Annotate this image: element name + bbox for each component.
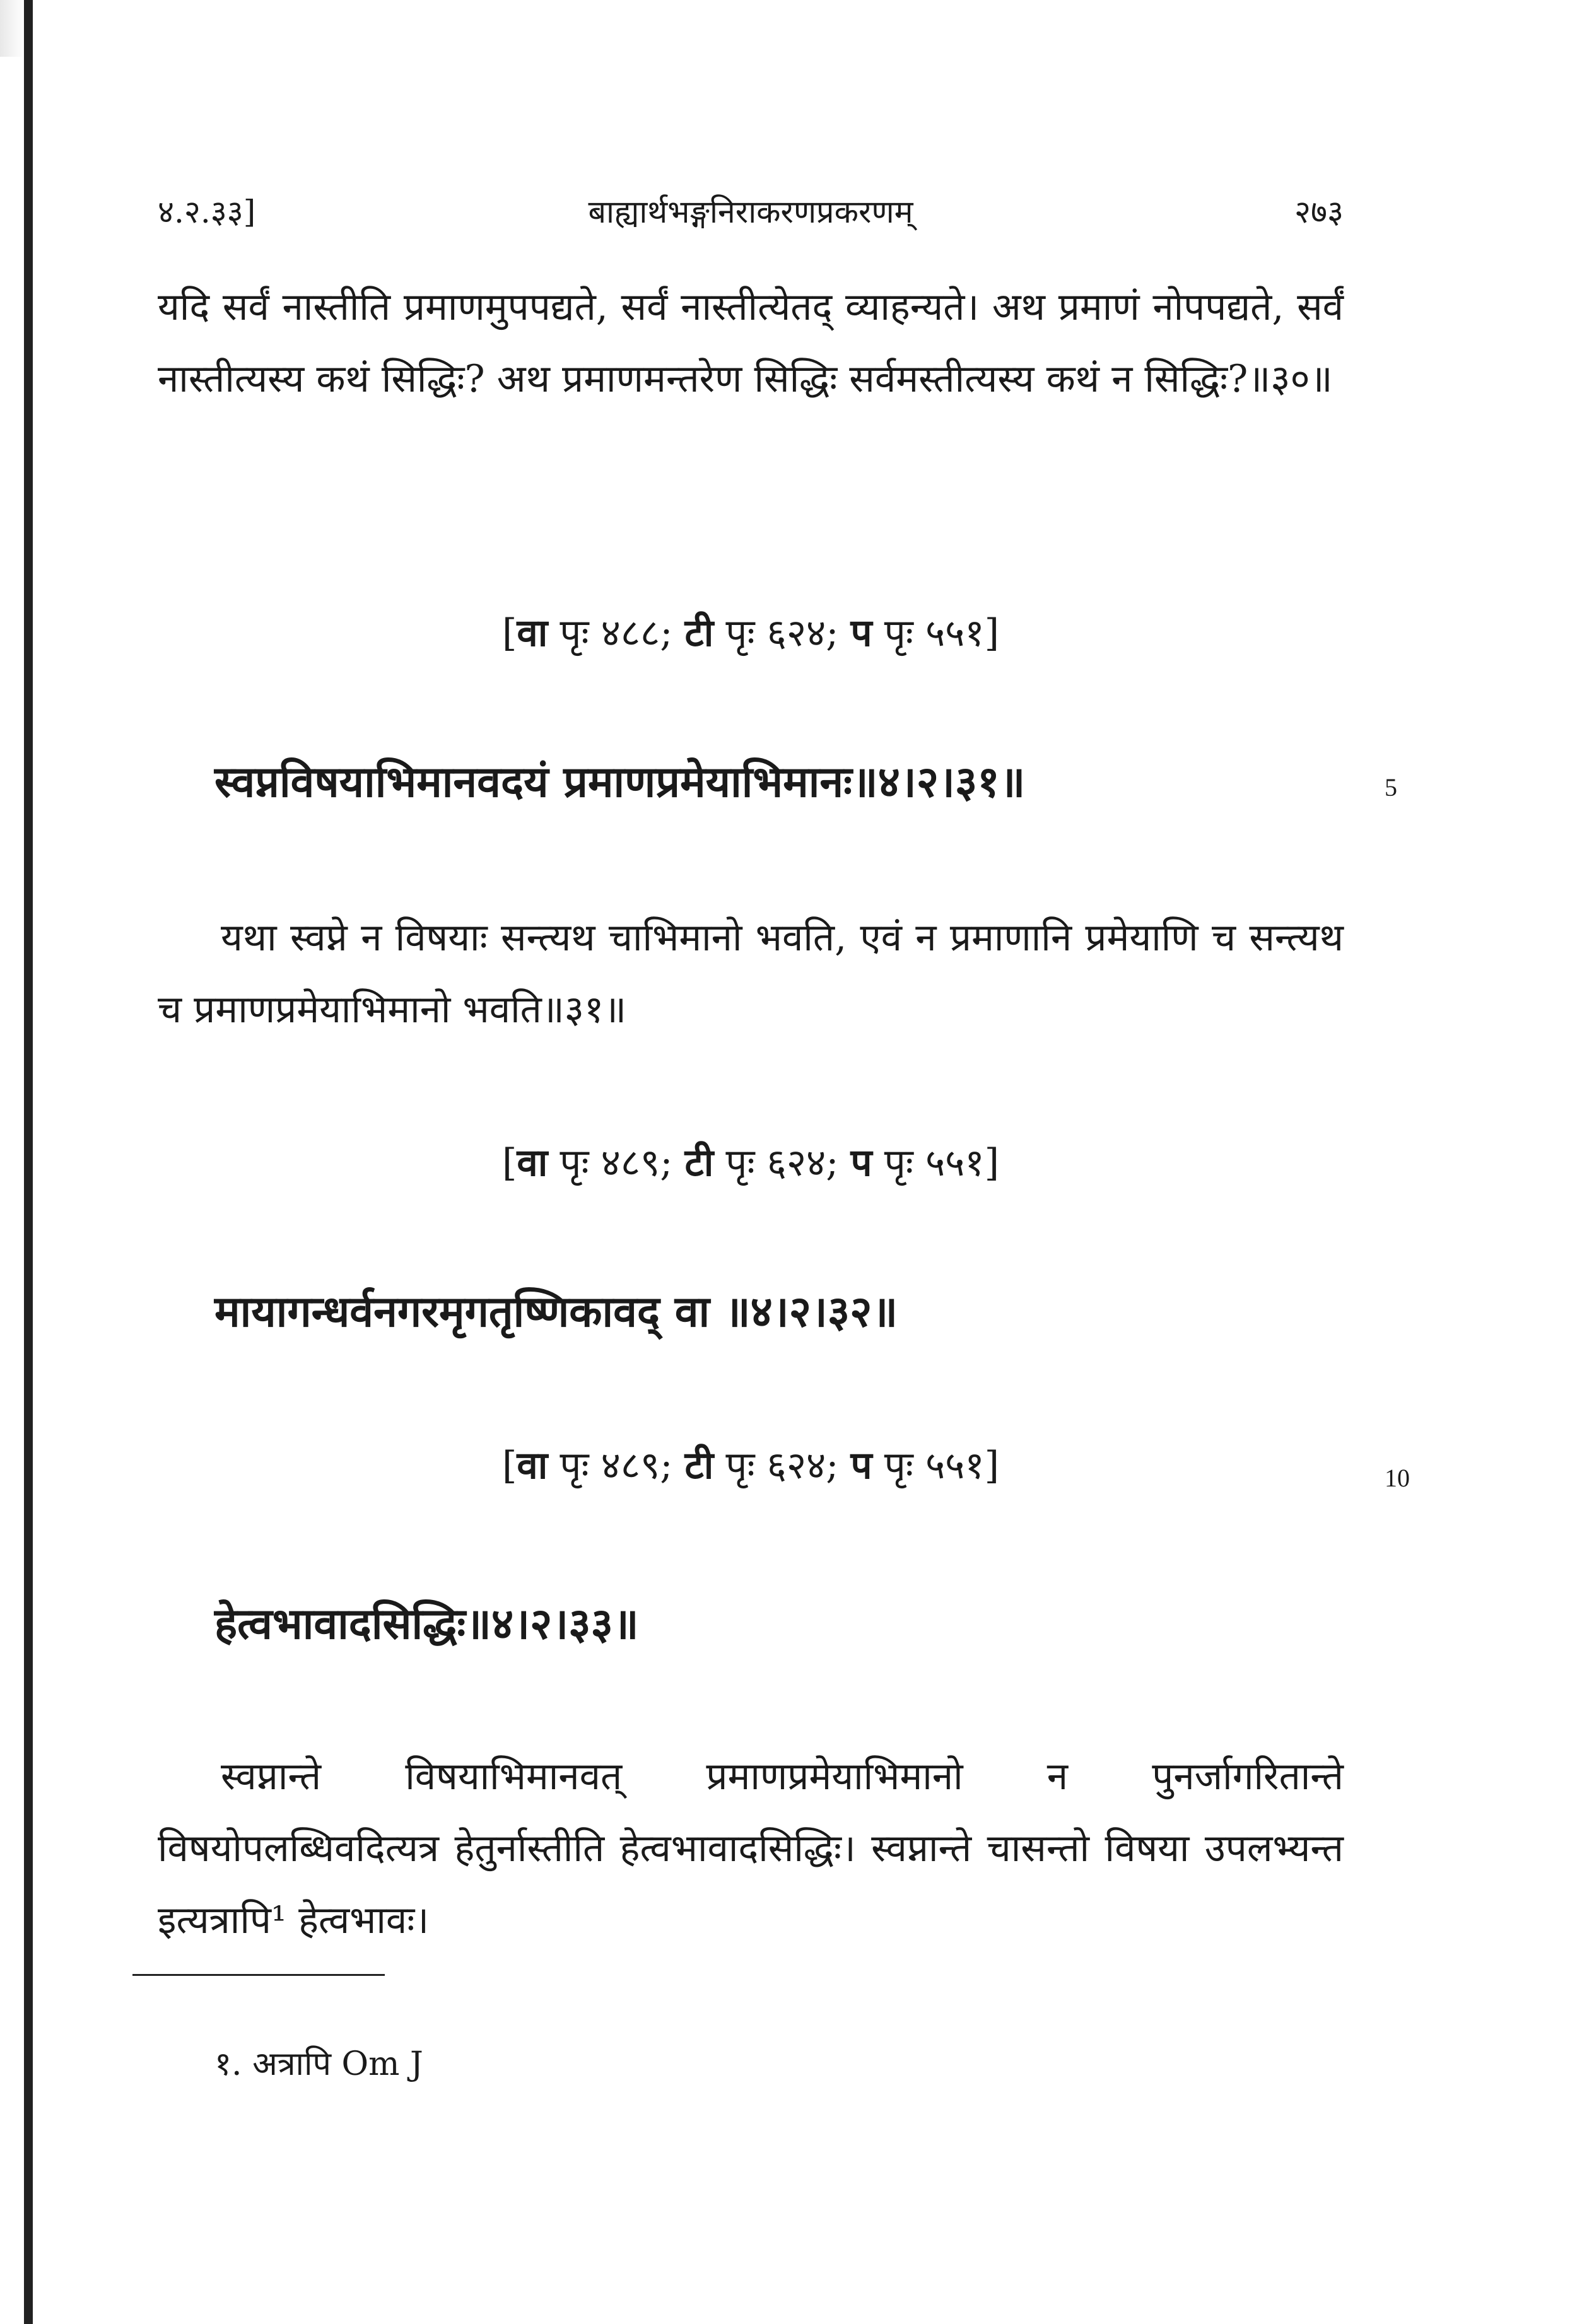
ref-page: पृः ५५१ — [872, 1141, 985, 1185]
footnote: १. अत्रापि Om J — [214, 2045, 423, 2083]
ref-source-va: वा — [517, 1141, 548, 1185]
commentary-paragraph-33: स्वप्नान्ते विषयाभिमानवत् प्रमाणप्रमेयाभिमानो न पुनर्जागरितान्ते विषयोपलब्धिवदित्यत्र हेतुर्नास्तीति हेत्वभावादसिद्धिः। स्वप्नान्ते चासन्तो विषया उपलभ्यन्त इत्यत्रापि¹ हेत्वभावः। — [158, 1755, 1344, 1942]
sutra-4-2-32: मायागन्धर्वनगरमृगतृष्णिकावद् वा ॥४।२।३२॥ — [214, 1287, 898, 1337]
footnote-rule — [132, 1974, 385, 1976]
scan-corner — [0, 0, 24, 57]
sutra-4-2-33: हेत्वभावादसिद्धिः॥४।२।३३॥ — [214, 1599, 639, 1649]
ref-page: पृः ४८८; — [548, 611, 685, 655]
ref-page: पृः ६२४; — [713, 611, 851, 655]
ref-page: पृः ४८९; — [548, 1141, 685, 1185]
ref-page: पृः ४८९; — [548, 1444, 685, 1488]
ref-source-pa: प — [850, 1141, 872, 1185]
commentary-paragraph-30: यदि सर्वं नास्तीति प्रमाणमुपपद्यते, सर्वं नास्तीत्येतद् व्याहन्यते। अथ प्रमाणं नोपपद्यते, सर्वं नास्तीत्यस्य कथं सिद्धिः? अथ प्रमाणमन्तरेण सिद्धिः सर्वमस्तीत्यस्य कथं न सिद्धिः?॥३०॥ — [158, 285, 1344, 401]
ref-source-va: वा — [517, 1444, 548, 1488]
ref-source-va: वा — [517, 611, 548, 655]
commentary-paragraph-31: यथा स्वप्ने न विषयाः सन्त्यथ चाभिमानो भवति, एवं न प्रमाणानि प्रमेयाणि च सन्त्यथ च प्रमाणप्रमेयाभिमानो भवति॥३१॥ — [158, 916, 1344, 1032]
line-number: 10 — [1385, 1464, 1410, 1492]
ref-source-pa: प — [850, 611, 872, 655]
ref-page: पृः ६२४; — [713, 1444, 851, 1488]
header-title: बाह्यार्थभङ्गनिराकरणप्रकरणम् — [588, 194, 913, 230]
page-header — [158, 189, 1344, 240]
reference-line: [वा पृः ४८९; टी पृः ६२४; प पृः ५५१] — [501, 1141, 1000, 1185]
sutra-4-2-31: स्वप्नविषयाभिमानवदयं प्रमाणप्रमेयाभिमानः॥४।२।३१॥ — [214, 757, 1026, 807]
line-number: 5 — [1385, 773, 1397, 802]
ref-page: पृः ५५१ — [872, 1444, 985, 1488]
ref-source-pa: प — [850, 1444, 872, 1488]
binding-edge — [24, 0, 33, 2324]
ref-source-ti: टी — [684, 1444, 714, 1488]
ref-source-ti: टी — [684, 1141, 714, 1185]
header-section-ref: ४.२.३३] — [158, 194, 256, 230]
ref-page: पृः ६२४; — [713, 1141, 851, 1185]
page-number: २७३ — [1294, 194, 1344, 230]
ref-page: पृः ५५१ — [872, 611, 985, 655]
reference-line: [वा पृः ४८८; टी पृः ६२४; प पृः ५५१] — [501, 611, 1000, 655]
ref-source-ti: टी — [684, 611, 714, 655]
reference-line: [वा पृः ४८९; टी पृः ६२४; प पृः ५५१] — [501, 1444, 1000, 1488]
